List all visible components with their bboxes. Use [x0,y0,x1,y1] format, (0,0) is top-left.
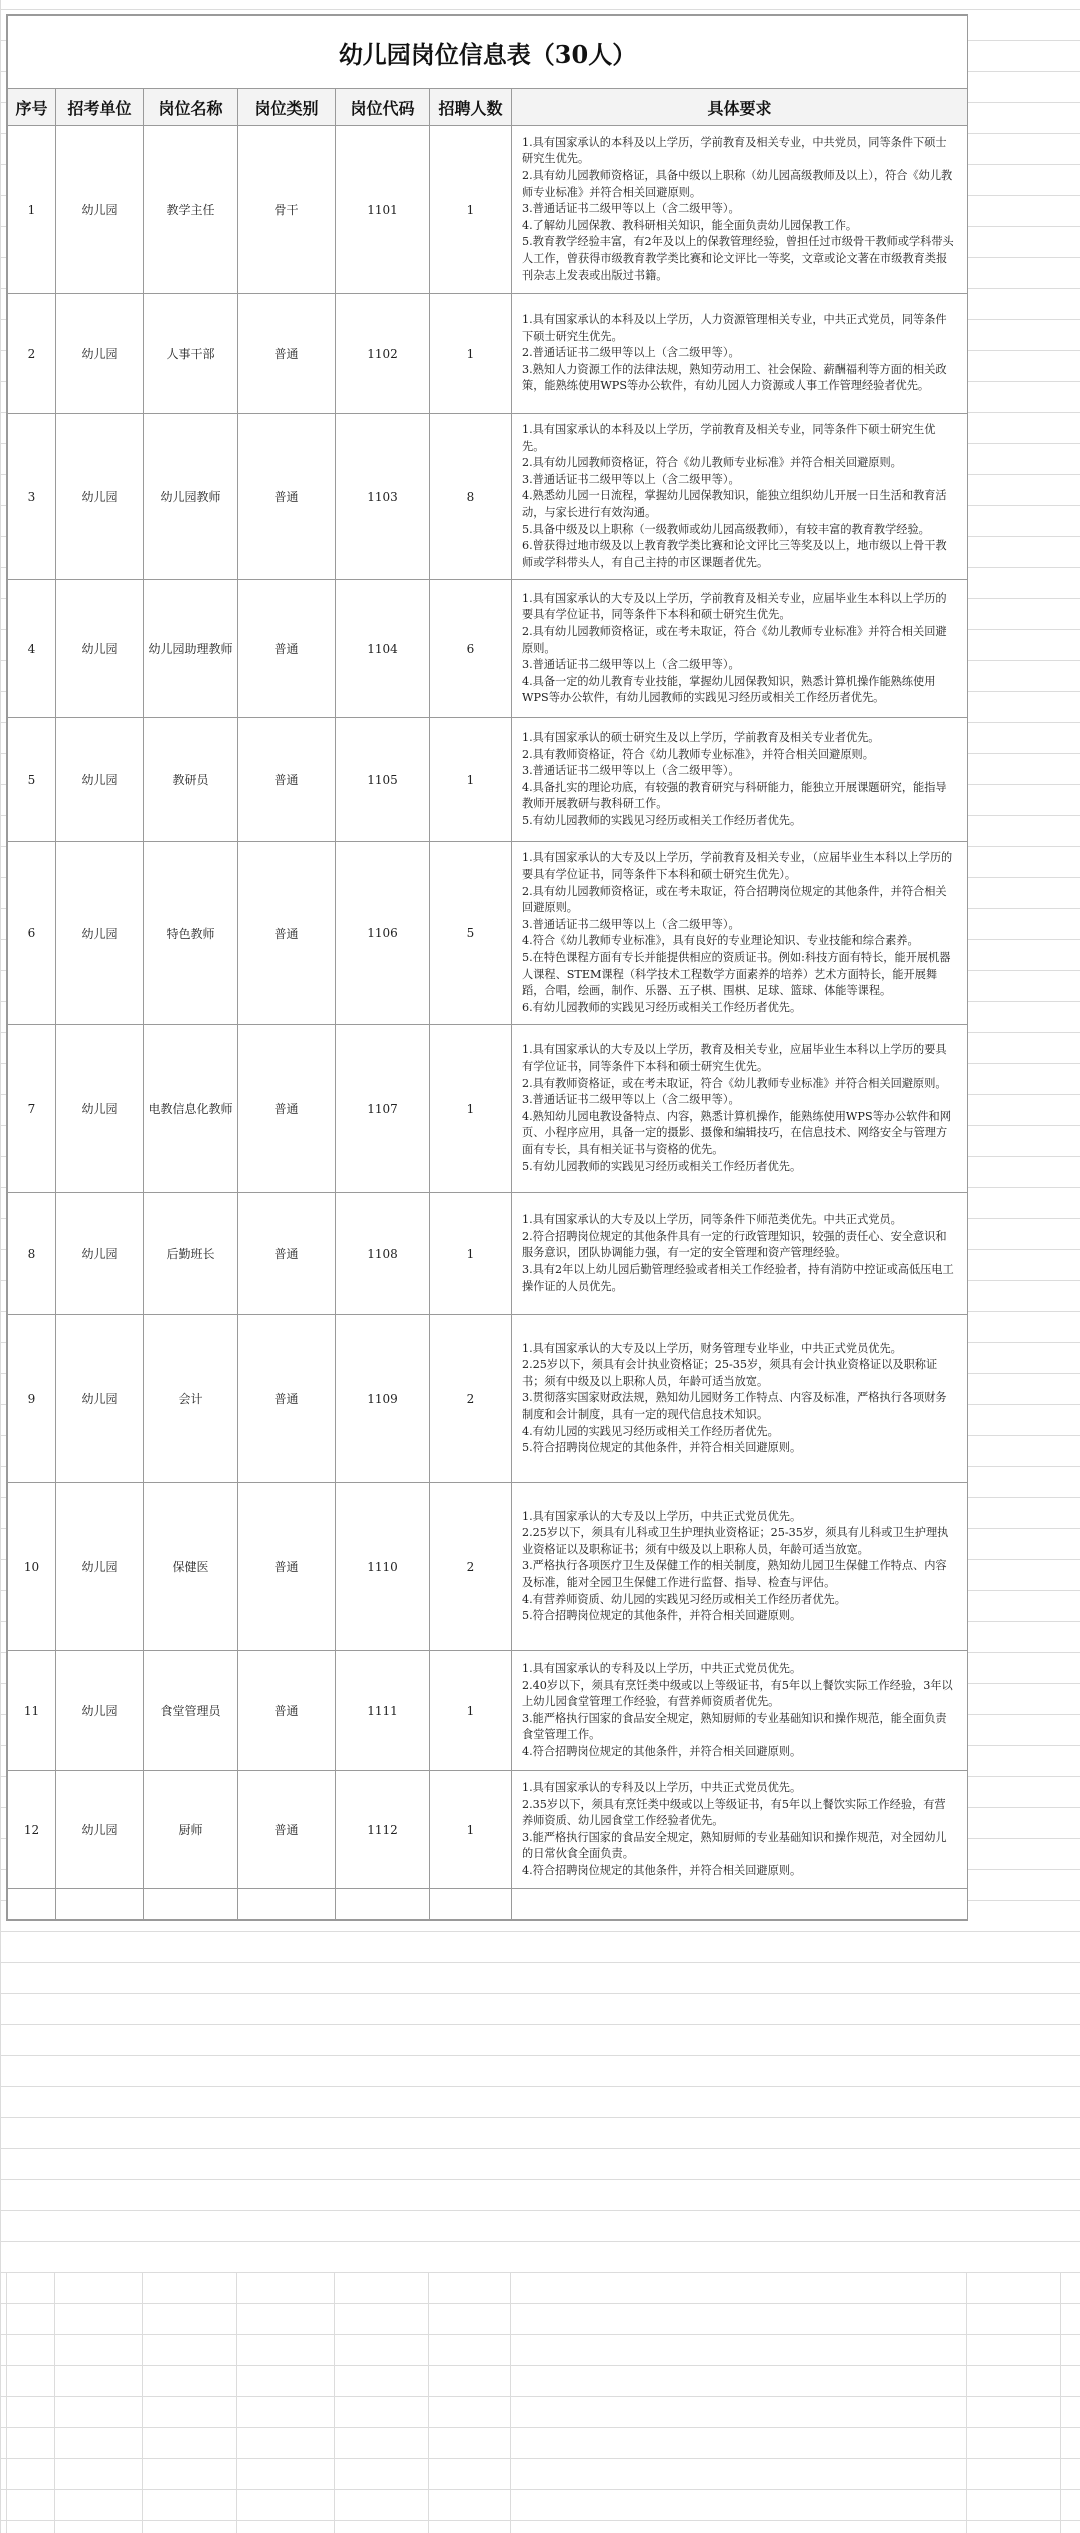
table-row [8,842,968,1025]
row-count-cell: 6 [430,580,512,718]
row-requirements-cell [512,294,968,414]
row-unit-cell: 幼儿园 [56,1771,144,1889]
header-position: 岗位名称 [144,89,238,126]
requirement-line: 4.有幼儿园的实践见习经历或相关工作经历者优先。 [522,1424,779,1438]
row-category-cell: 普通 [238,1025,336,1193]
table-row [8,580,968,718]
row-position-cell: 幼儿园助理教师 [144,580,238,718]
requirement-line: 1.具有国家承认的本科及以上学历，学前教育及相关专业，中共党员，同等条件下硕士研究生优先。 [522,135,947,166]
requirement-line: 5.教育教学经验丰富，有2年及以上的保教管理经验，曾担任过市级骨干教师或学科带头人工作，曾获得市级教育教学类比赛和论文评比一等奖，文章或论文著在市级教育类报刊杂志上发表或出版过书籍。 [522,235,954,282]
header-unit: 招考单位 [56,89,144,126]
requirement-line: 2.40岁以下，须具有烹饪类中级或以上等级证书，有5年以上餐饮实际工作经验，3年以上幼儿园食堂管理工作经验，有营养师资质者优先。 [522,1678,953,1709]
row-code-cell: 1102 [336,294,430,414]
row-count-cell: 1 [430,1193,512,1315]
requirement-line: 3.能严格执行国家的食品安全规定，熟知厨师的专业基础知识和操作规范，能全面负责食堂管理工作。 [522,1711,947,1742]
row-unit-cell: 幼儿园 [56,1315,144,1483]
grid-line [236,2272,237,2533]
requirement-line: 2.普通话证书二级甲等以上（含二级甲等）。 [522,346,740,360]
empty-cell [238,1889,336,1920]
row-code-cell: 1111 [336,1651,430,1771]
header-count: 招聘人数 [430,89,512,126]
row-position-cell: 后勤班长 [144,1193,238,1315]
header-index: 序号 [8,89,56,126]
row-code-cell: 1105 [336,718,430,842]
row-unit-cell: 幼儿园 [56,126,144,294]
row-unit-cell: 幼儿园 [56,718,144,842]
requirement-line: 4.符合招聘岗位规定的其他条件，并符合相关回避原则。 [522,1863,802,1877]
row-index-cell: 6 [8,842,56,1025]
position-info-table-container [6,14,968,1921]
requirement-line: 2.具有幼儿园教师资格证，符合《幼儿教师专业标准》并符合相关回避原则。 [522,456,902,470]
requirement-line: 6.曾获得过地市级及以上教育教学类比赛和论文评比三等奖及以上，地市级以上骨干教师或学科带头人，有自己主持的市区课题者优先。 [522,539,947,569]
requirement-line: 3.贯彻落实国家财政法规，熟知幼儿园财务工作特点、内容及标准，严格执行各项财务制度和会计制度，具有一定的现代信息技术知识。 [522,1391,947,1422]
table-row [8,294,968,414]
row-code-cell: 1107 [336,1025,430,1193]
requirement-line: 1.具有国家承认的专科及以上学历，中共正式党员优先。 [522,1662,802,1675]
row-count-cell: 1 [430,718,512,842]
requirement-line: 1.具有国家承认的本科及以上学历，学前教育及相关专业，同等条件下硕士研究生优先。 [522,423,936,453]
row-position-cell: 教学主任 [144,126,238,294]
requirement-line: 1.具有国家承认的专科及以上学历，中共正式党员优先。 [522,1781,802,1794]
requirement-line: 5.符合招聘岗位规定的其他条件，并符合相关回避原则。 [522,1441,802,1455]
row-unit-cell: 幼儿园 [56,842,144,1025]
requirement-line: 2.35岁以下，须具有烹饪类中级或以上等级证书，有5年以上餐饮实际工作经验，有营养师资质、幼儿园食堂工作经验者优先。 [522,1797,946,1828]
empty-cell [8,1889,56,1920]
row-code-cell: 1106 [336,842,430,1025]
row-code-cell: 1101 [336,126,430,294]
row-count-cell: 1 [430,294,512,414]
row-count-cell: 8 [430,414,512,580]
requirement-line: 3.严格执行各项医疗卫生及保健工作的相关制度，熟知幼儿园卫生保健工作特点、内容及标准，能对全园卫生保健工作进行监督、指导、检查与评估。 [522,1559,947,1590]
row-position-cell: 人事干部 [144,294,238,414]
requirement-line: 1.具有国家承认的大专及以上学历，教育及相关专业，应届毕业生本科以上学历的要具有学位证书，同等条件下本科和硕士研究生优先。 [522,1043,947,1073]
grid-line [966,2272,967,2533]
row-index-cell: 1 [8,126,56,294]
row-unit-cell: 幼儿园 [56,1193,144,1315]
table-row [8,1025,968,1193]
requirement-line: 1.具有国家承认的大专及以上学历，学前教育及相关专业，应届毕业生本科以上学历的要具有学位证书，同等条件下本科和硕士研究生优先。 [522,591,947,622]
requirement-line: 3.普通话证书二级甲等以上（含二级甲等）。 [522,472,740,486]
row-code-cell: 1104 [336,580,430,718]
row-index-cell: 8 [8,1193,56,1315]
row-category-cell: 普通 [238,1483,336,1651]
row-count-cell: 1 [430,1771,512,1889]
row-category-cell: 普通 [238,1651,336,1771]
row-category-cell: 普通 [238,294,336,414]
row-position-cell: 会计 [144,1315,238,1483]
row-count-cell: 2 [430,1483,512,1651]
row-index-cell: 11 [8,1651,56,1771]
row-category-cell: 普通 [238,842,336,1025]
grid-line [428,2272,429,2533]
row-index-cell: 10 [8,1483,56,1651]
row-code-cell: 1110 [336,1483,430,1651]
row-index-cell: 2 [8,294,56,414]
grid-line [334,2272,335,2533]
row-unit-cell: 幼儿园 [56,294,144,414]
empty-row [8,1889,968,1920]
row-requirements-cell [512,1651,968,1771]
requirement-line: 1.具有国家承认的本科及以上学历，人力资源管理相关专业，中共正式党员，同等条件下硕士研究生优先。 [522,313,947,343]
requirement-line: 3.普通话证书二级甲等以上（含二级甲等）。 [522,764,740,778]
requirement-line: 4.符合招聘岗位规定的其他条件，并符合相关回避原则。 [522,1744,802,1758]
empty-cell [512,1889,968,1920]
row-index-cell: 7 [8,1025,56,1193]
row-index-cell: 5 [8,718,56,842]
requirement-line: 2.具有幼儿园教师资格证，或在考未取证，符合招聘岗位规定的其他条件，并符合相关回避原则。 [522,884,947,915]
header-requirements: 具体要求 [512,89,968,126]
row-requirements-cell [512,1771,968,1889]
row-count-cell: 2 [430,1315,512,1483]
row-position-cell: 电教信息化教师 [144,1025,238,1193]
table-row [8,1193,968,1315]
requirement-line: 1.具有国家承认的大专及以上学历，同等条件下师范类优先。中共正式党员。 [522,1213,902,1227]
requirement-line: 4.熟悉幼儿园一日流程，掌握幼儿园保教知识，能独立组织幼儿开展一日生活和教育活动，与家长进行有效沟通。 [522,489,947,519]
row-unit-cell: 幼儿园 [56,1483,144,1651]
table-row [8,126,968,294]
table-title: 幼儿园岗位信息表（30人） [8,16,968,89]
requirement-line: 3.普通话证书二级甲等以上（含二级甲等）。 [522,658,740,672]
table-row [8,1483,968,1651]
row-position-cell: 保健医 [144,1483,238,1651]
row-category-cell: 普通 [238,1193,336,1315]
requirement-line: 5.符合招聘岗位规定的其他条件，并符合相关回避原则。 [522,1609,802,1623]
row-position-cell: 厨师 [144,1771,238,1889]
row-position-cell: 食堂管理员 [144,1651,238,1771]
row-unit-cell: 幼儿园 [56,580,144,718]
empty-cell [430,1889,512,1920]
row-code-cell: 1109 [336,1315,430,1483]
row-requirements-cell [512,580,968,718]
table-row [8,1771,968,1889]
requirement-line: 5.在特色课程方面有专长并能提供相应的资质证书。例如:科技方面有特长，能开展机器人课程、STEM课程（科学技术工程数学方面素养的培养）艺术方面特长，能开展舞蹈，合唱，绘画，制作、乐器、五子棋、围棋、足球、篮球、体能等课程。 [522,950,951,998]
row-code-cell: 1108 [336,1193,430,1315]
position-info-table [7,15,968,1920]
row-requirements-cell [512,414,968,580]
table-row [8,1651,968,1771]
requirement-line: 3.熟知人力资源工作的法律法规，熟知劳动用工、社会保险、薪酬福利等方面的相关政策，能熟练使用WPS等办公软件，有幼儿园人力资源或人事工作管理经验者优先。 [522,362,947,393]
requirement-line: 4.具备一定的幼儿教育专业技能，掌握幼儿园保教知识，熟悉计算机操作能熟练使用WPS等办公软件，有幼儿园教师的实践见习经历或相关工作经历者优先。 [522,674,936,705]
grid-line [142,2272,143,2533]
row-count-cell: 1 [430,1025,512,1193]
header-category: 岗位类别 [238,89,336,126]
row-category-cell: 普通 [238,580,336,718]
empty-cell [56,1889,144,1920]
requirement-line: 2.25岁以下，须具有会计执业资格证；25-35岁，须具有会计执业资格证以及职称证书；须有中级及以上职称人员，年龄可适当放宽。 [522,1358,938,1388]
row-count-cell: 1 [430,126,512,294]
requirement-line: 3.普通话证书二级甲等以上（含二级甲等）。 [522,917,740,931]
row-unit-cell: 幼儿园 [56,414,144,580]
row-index-cell: 4 [8,580,56,718]
requirement-line: 5.有幼儿园教师的实践见习经历或相关工作经历者优先。 [522,814,802,828]
requirement-line: 2.具有幼儿园教师资格证，具备中级以上职称（幼儿园高级教师及以上），符合《幼儿教师专业标准》并符合相关回避原则。 [522,169,953,199]
row-code-cell: 1112 [336,1771,430,1889]
empty-cell [144,1889,238,1920]
requirement-line: 3.具有2年以上幼儿园后勤管理经验或者相关工作经验者，持有消防中控证或高低压电工操作证的人员优先。 [522,1263,954,1293]
requirement-line: 4.有营养师资质、幼儿园的实践见习经历或相关工作经历者优先。 [522,1592,846,1606]
row-position-cell: 幼儿园教师 [144,414,238,580]
table-body [8,126,968,1920]
row-category-cell: 普通 [238,718,336,842]
requirement-line: 5.具备中级及以上职称（一级教师或幼儿园高级教师），有较丰富的教育教学经验。 [522,522,930,536]
row-index-cell: 12 [8,1771,56,1889]
requirement-line: 4.了解幼儿园保教、教科研相关知识，能全面负责幼儿园保教工作。 [522,218,858,232]
row-position-cell: 特色教师 [144,842,238,1025]
table-row [8,1315,968,1483]
grid-line [6,2272,7,2533]
requirement-line: 2.具有教师资格证，或在考未取证，符合《幼儿教师专业标准》并符合相关回避原则。 [522,1076,947,1090]
row-index-cell: 9 [8,1315,56,1483]
requirement-line: 6.有幼儿园教师的实践见习经历或相关工作经历者优先。 [522,1000,802,1014]
grid-line [1060,2272,1061,2533]
header-code: 岗位代码 [336,89,430,126]
row-requirements-cell [512,1483,968,1651]
row-unit-cell: 幼儿园 [56,1651,144,1771]
row-unit-cell: 幼儿园 [56,1025,144,1193]
requirement-line: 3.普通话证书二级甲等以上（含二级甲等）。 [522,202,740,216]
requirement-line: 1.具有国家承认的大专及以上学历，学前教育及相关专业，（应届毕业生本科以上学历的要具有学位证书，同等条件下本科和硕士研究生优先）。 [522,851,953,881]
empty-cell [336,1889,430,1920]
requirement-line: 2.具有教师资格证，符合《幼儿教师专业标准》，并符合相关回避原则。 [522,747,874,761]
row-code-cell: 1103 [336,414,430,580]
requirement-line: 2.符合招聘岗位规定的其他条件具有一定的行政管理知识，较强的责任心、安全意识和服务意识，团队协调能力强，有一定的安全管理和资产管理经验。 [522,1229,947,1260]
requirement-line: 4.熟知幼儿园电教设备特点、内容，熟悉计算机操作，能熟练使用WPS等办公软件和网页、小程序应用，具备一定的摄影、摄像和编辑技巧，在信息技术、网络安全与管理方面有专长，具有相关证书与资格的优先。 [522,1109,951,1156]
row-requirements-cell [512,126,968,294]
row-position-cell: 教研员 [144,718,238,842]
table-row [8,718,968,842]
requirement-line: 1.具有国家承认的大专及以上学历，中共正式党员优先。 [522,1509,802,1523]
row-index-cell: 3 [8,414,56,580]
requirement-line: 5.有幼儿园教师的实践见习经历或相关工作经历者优先。 [522,1159,802,1173]
row-count-cell: 5 [430,842,512,1025]
requirement-line: 2.25岁以下，须具有儿科或卫生护理执业资格证；25-35岁，须具有儿科或卫生护理执业资格证以及职称证书；须有中级及以上职称人员，年龄可适当放宽。 [522,1526,949,1556]
requirement-line: 3.能严格执行国家的食品安全规定，熟知厨师的专业基础知识和操作规范，对全园幼儿的日常伙食全面负责。 [522,1830,947,1861]
requirement-line: 1.具有国家承认的硕士研究生及以上学历，学前教育及相关专业者优先。 [522,731,880,745]
requirement-line: 2.具有幼儿园教师资格证，或在考未取证，符合《幼儿教师专业标准》并符合相关回避原则。 [522,624,947,655]
requirement-line: 3.普通话证书二级甲等以上（含二级甲等）。 [522,1093,740,1107]
requirement-line: 4.具备扎实的理论功底，有较强的教育研究与科研能力，能独立开展课题研究，能指导教师开展教研与教科研工作。 [522,780,947,811]
row-requirements-cell [512,842,968,1025]
row-category-cell: 骨干 [238,126,336,294]
row-requirements-cell [512,1315,968,1483]
row-requirements-cell [512,1025,968,1193]
row-category-cell: 普通 [238,1315,336,1483]
row-requirements-cell [512,718,968,842]
row-requirements-cell [512,1193,968,1315]
requirement-line: 1.具有国家承认的大专及以上学历，财务管理专业毕业，中共正式党员优先。 [522,1341,902,1355]
header-row [8,89,968,126]
grid-line [510,2272,511,2533]
row-count-cell: 1 [430,1651,512,1771]
grid-line [54,2272,55,2533]
row-category-cell: 普通 [238,414,336,580]
table-row [8,414,968,580]
row-category-cell: 普通 [238,1771,336,1889]
requirement-line: 4.符合《幼儿教师专业标准》，具有良好的专业理论知识、专业技能和综合素养。 [522,934,919,948]
